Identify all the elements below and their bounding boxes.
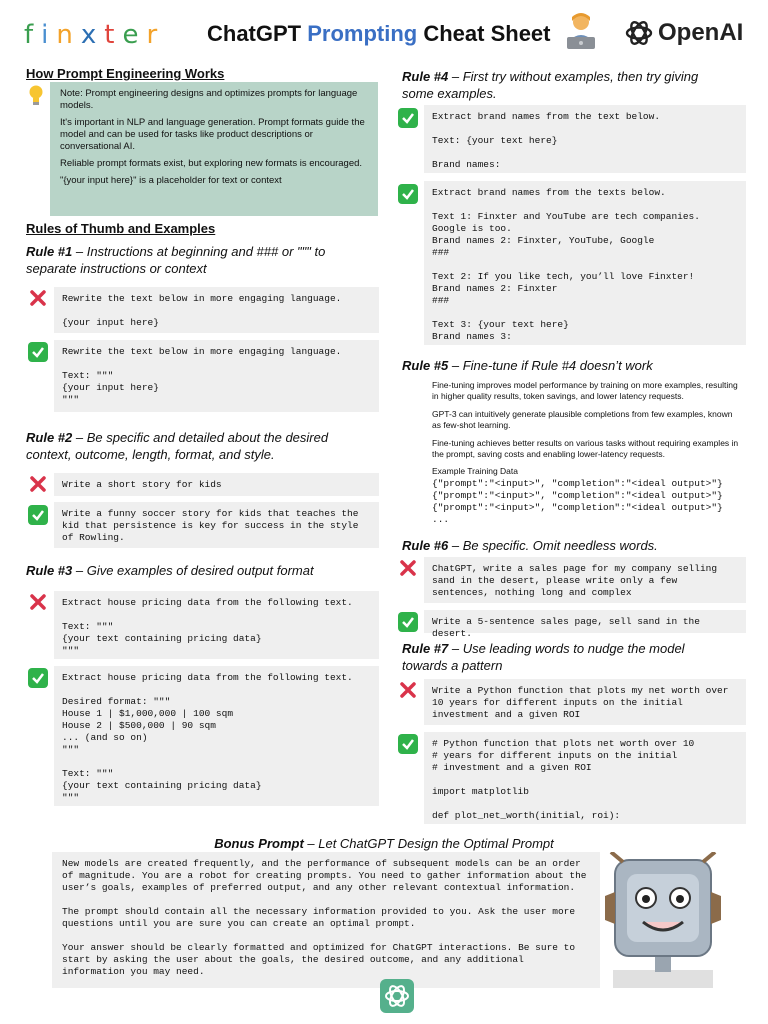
cross-icon bbox=[398, 680, 418, 700]
logo-letter: f bbox=[24, 20, 42, 50]
check-icon bbox=[28, 342, 48, 362]
rule-2-heading bbox=[26, 429, 356, 463]
rule-7-good-example: # Python function that plots net worth over 10 # years for different inputs on the initial # investment and a given ROI import matplotlib def plot_net_worth(initial, roi): bbox=[424, 732, 746, 824]
rule-4-heading bbox=[402, 68, 732, 102]
rule-label: Rule #6 bbox=[402, 538, 449, 553]
person-laptop-icon bbox=[563, 11, 599, 51]
rule-3-good-example: Extract house pricing data from the following text. Desired format: """ House 1 | $1,000,000 | 100 sqm House 2 | $500,000 | 90 sqm ... (and so on) """ Text: """ {your text containing pricing data} """ bbox=[54, 666, 379, 806]
rule-7-bad-example: Write a Python function that plots my net worth over 10 years for different inputs on the initial investment and a given ROI bbox=[424, 679, 746, 725]
openai-icon bbox=[380, 979, 414, 1013]
rule-text: – First try without examples, then try giving some examples. bbox=[402, 69, 699, 101]
note-line: Note: Prompt engineering designs and optimizes prompts for language models. bbox=[60, 88, 358, 111]
rule-text: – Instructions at beginning and ### or """ to separate instructions or context bbox=[26, 244, 326, 276]
rule-6-heading bbox=[402, 537, 732, 554]
cross-icon bbox=[28, 474, 48, 494]
logo-letter: n bbox=[56, 20, 81, 50]
cross-icon bbox=[28, 592, 48, 612]
rule-label: Rule #1 bbox=[26, 244, 73, 259]
rule-2-good-example: Write a funny soccer story for kids that teaches the kid that persistence is key for success in the style of Rowling. bbox=[54, 502, 379, 548]
rule-4-good-example-1: Extract brand names from the text below. Text: {your text here} Brand names: bbox=[424, 105, 746, 173]
rule-text: – Fine-tune if Rule #4 doesn’t work bbox=[448, 358, 653, 373]
title-accent: Prompting bbox=[307, 21, 418, 46]
rules-heading: Rules of Thumb and Examples bbox=[26, 221, 216, 236]
rule-3-bad-example: Extract house pricing data from the following text. Text: """ {your text containing pricing data} """ bbox=[54, 591, 379, 659]
rule-text: – Be specific. Omit needless words. bbox=[448, 538, 658, 553]
note-line: It's important in NLP and language generation. Prompt formats guide the model and can be used for tasks like product descriptions or conversational AI. bbox=[60, 117, 365, 152]
bonus-prompt-box: New models are created frequently, and the performance of subsequent models can be an order of magnitude. You are a robot for creating prompts. You need to gather information about the user’s goals, examples of preferred output, and any other relevant contextual information. The prompt should contain all the necessary information provided to you. Ask the user more questions until you are sure you can create an optimal prompt. Your answer should be clearly formatted and optimized for ChatGPT interactions. Be sure to start by asking the user about the goals, the desired outcome, and any additional information you may need. bbox=[52, 852, 600, 988]
cross-icon bbox=[398, 558, 418, 578]
bonus-heading bbox=[0, 836, 768, 851]
rule-label: Rule #2 bbox=[26, 430, 73, 445]
rule-3-heading bbox=[26, 562, 356, 579]
rule-text: – Give examples of desired output format bbox=[72, 563, 314, 578]
rule-6-bad-example: ChatGPT, write a sales page for my company selling sand in the desert, please write only a few sentences, nothing long and complex bbox=[424, 557, 746, 603]
rule-text: – Use leading words to nudge the model towards a pattern bbox=[402, 641, 685, 673]
rule-label: Rule #4 bbox=[402, 69, 449, 84]
rule-1-heading bbox=[26, 243, 356, 277]
how-heading: How Prompt Engineering Works bbox=[26, 66, 225, 81]
rule-5-paragraph: GPT-3 can intuitively generate plausible completions from few examples, known as few-shot learning. bbox=[432, 409, 733, 430]
rule-5-paragraph: Example Training Data bbox=[432, 466, 518, 476]
check-icon bbox=[398, 108, 418, 128]
rule-2-bad-example: Write a short story for kids bbox=[54, 473, 379, 496]
robot-illustration bbox=[603, 852, 723, 988]
note-line: "{your input here}" is a placeholder for text or context bbox=[60, 175, 282, 186]
rule-text: – Be specific and detailed about the desired context, outcome, length, format, and style. bbox=[26, 430, 329, 462]
rule-5-heading bbox=[402, 357, 732, 374]
check-icon bbox=[398, 184, 418, 204]
check-icon bbox=[398, 734, 418, 754]
rule-5-training-data: {"prompt":"<input>", "completion":"<ideal output>"} {"prompt":"<input>", "completion":"<ideal output>"} {"prompt":"<input>", "completion":"<ideal output>"} ... bbox=[432, 478, 723, 525]
check-icon bbox=[28, 505, 48, 525]
note-line: Reliable prompt formats exist, but exploring new formats is encouraged. bbox=[60, 158, 363, 169]
logo-letter: t bbox=[104, 20, 123, 50]
rule-1-good-example: Rewrite the text below in more engaging language. Text: """ {your input here} """ bbox=[54, 340, 379, 412]
rule-label: Rule #5 bbox=[402, 358, 449, 373]
check-icon bbox=[398, 612, 418, 632]
rule-7-heading bbox=[402, 640, 732, 674]
rule-5-paragraph: Fine-tuning improves model performance by training on more examples, resulting in higher quality results, token savings, and lower latency requests. bbox=[432, 380, 738, 401]
rule-label: Rule #3 bbox=[26, 563, 73, 578]
logo-letter: x bbox=[80, 20, 105, 50]
title-post: Cheat Sheet bbox=[417, 21, 551, 46]
rule-4-good-example-2: Extract brand names from the texts below. Text 1: Finxter and YouTube are tech companies. Google is too. Brand names 2: Finxter, YouTube, Google ### Text 2: If you like tech, you’ll love Finxter! Brand names 2: Finxter ### Text 3: {your text here} Brand names 3: bbox=[424, 181, 746, 345]
finxter-logo[interactable] bbox=[24, 20, 165, 50]
rule-6-good-example: Write a 5-sentence sales page, sell sand in the desert. bbox=[424, 610, 746, 633]
rule-5-paragraph: Fine-tuning achieves better results on various tasks without requiring examples in the prompt, saving costs and enabling lower-latency requests. bbox=[432, 438, 739, 459]
logo-letter: r bbox=[146, 20, 166, 50]
note-box bbox=[50, 82, 378, 216]
title-pre: ChatGPT bbox=[207, 21, 308, 46]
cross-icon bbox=[28, 288, 48, 308]
logo-letter: e bbox=[122, 20, 147, 50]
openai-icon bbox=[624, 18, 654, 48]
check-icon bbox=[28, 668, 48, 688]
bonus-label: Bonus Prompt bbox=[214, 836, 304, 851]
openai-logo[interactable] bbox=[624, 17, 749, 49]
lightbulb-icon bbox=[28, 85, 44, 107]
openai-wordmark: OpenAI bbox=[658, 19, 744, 46]
logo-letter: i bbox=[41, 20, 57, 50]
chatgpt-footer-logo[interactable] bbox=[380, 979, 414, 1013]
bonus-title-text: – Let ChatGPT Design the Optimal Prompt bbox=[303, 836, 554, 851]
page-title bbox=[207, 21, 551, 47]
header bbox=[0, 0, 768, 66]
rule-1-bad-example: Rewrite the text below in more engaging language. {your input here} bbox=[54, 287, 379, 333]
rule-label: Rule #7 bbox=[402, 641, 449, 656]
